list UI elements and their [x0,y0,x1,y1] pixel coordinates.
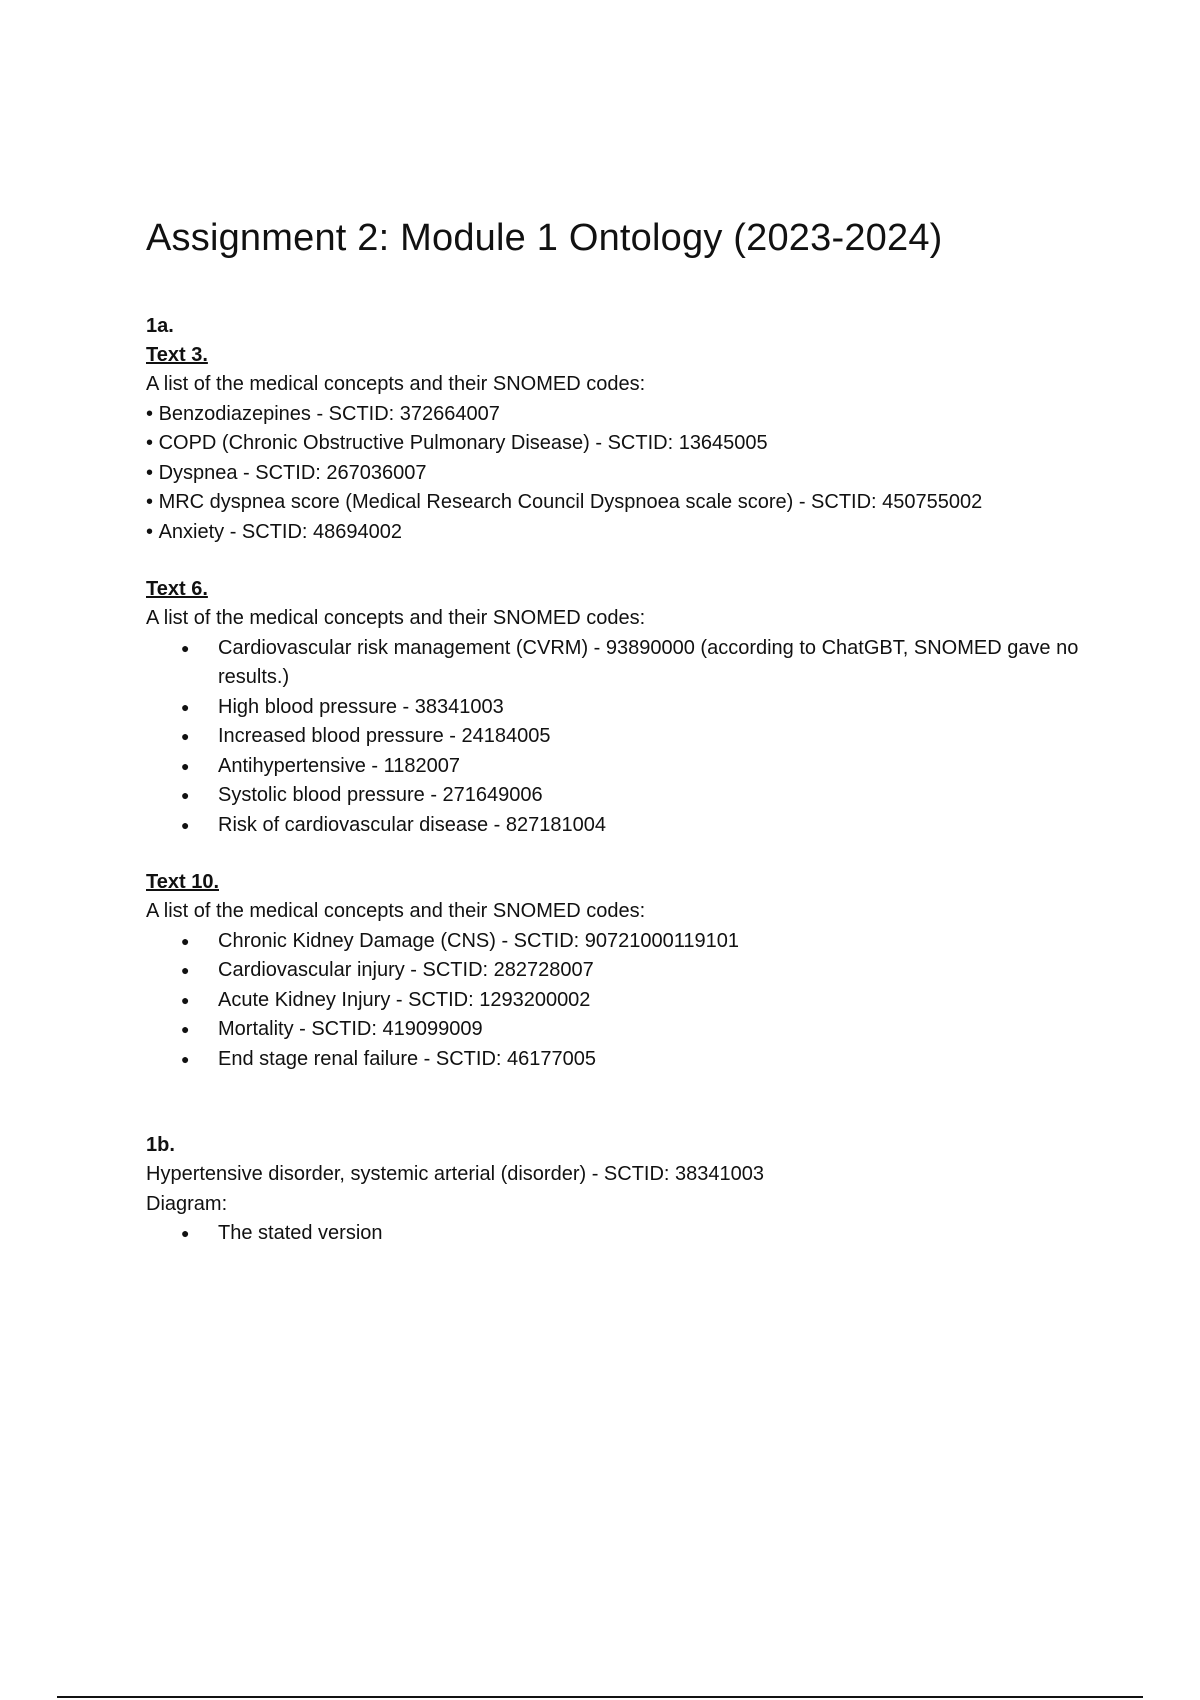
text-3-heading: Text 3. [146,344,208,366]
list-item: ● Risk of cardiovascular disease - 827181004 [218,811,1106,841]
list-item: ● End stage renal failure - SCTID: 46177005 [218,1045,1106,1075]
spacer [146,547,1106,575]
text-3-concept-list [146,400,1106,548]
list-item: ● Systolic blood pressure - 271649006 [218,781,1106,811]
text-10-heading: Text 10. [146,871,219,893]
footer-divider [57,1696,1143,1698]
document-title: Assignment 2: Module 1 Ontology (2023-2024) [146,217,943,259]
list-item: ● Antihypertensive - 1182007 [218,752,1106,782]
list-item: ● Cardiovascular injury - SCTID: 282728007 [218,956,1106,986]
diagram-list [146,1219,1106,1249]
text-6-intro: A list of the medical concepts and their SNOMED codes: [146,607,646,629]
document-body [146,214,1106,1249]
spacer [146,1074,1106,1131]
section-1b-concept: Hypertensive disorder, systemic arterial (disorder) - SCTID: 38341003 [146,1163,765,1185]
section-label-1a: 1a. [146,315,174,337]
list-item: • MRC dyspnea score (Medical Research Council Dyspnoea scale score) - SCTID: 450755002 [146,488,1106,518]
list-item: • Dyspnea - SCTID: 267036007 [146,459,1106,489]
diagram-label: Diagram: [146,1192,228,1215]
text-10-concept-list [146,927,1106,1075]
list-item: • COPD (Chronic Obstructive Pulmonary Disease) - SCTID: 13645005 [146,429,1106,459]
text-6-heading: Text 6. [146,578,208,600]
section-label-1b: 1b. [146,1134,175,1156]
list-item: ● Acute Kidney Injury - SCTID: 1293200002 [218,986,1106,1016]
text-6-concept-list [146,634,1106,841]
list-item: ● The stated version [218,1219,1106,1249]
spacer [146,840,1106,868]
list-item: • Benzodiazepines - SCTID: 372664007 [146,400,1106,430]
list-item: ● Increased blood pressure - 24184005 [218,722,1106,752]
list-item: ● High blood pressure - 38341003 [218,693,1106,723]
list-item: ● Chronic Kidney Damage (CNS) - SCTID: 90721000119101 [218,927,1106,957]
text-3-intro: A list of the medical concepts and their SNOMED codes: [146,373,646,395]
text-10-intro: A list of the medical concepts and their SNOMED codes: [146,900,646,922]
spacer [146,262,1106,312]
list-item: • Anxiety - SCTID: 48694002 [146,518,1106,548]
list-item: ● Cardiovascular risk management (CVRM) - 93890000 (according to ChatGBT, SNOMED gave no results.) [218,634,1106,693]
list-item: ● Mortality - SCTID: 419099009 [218,1015,1106,1045]
